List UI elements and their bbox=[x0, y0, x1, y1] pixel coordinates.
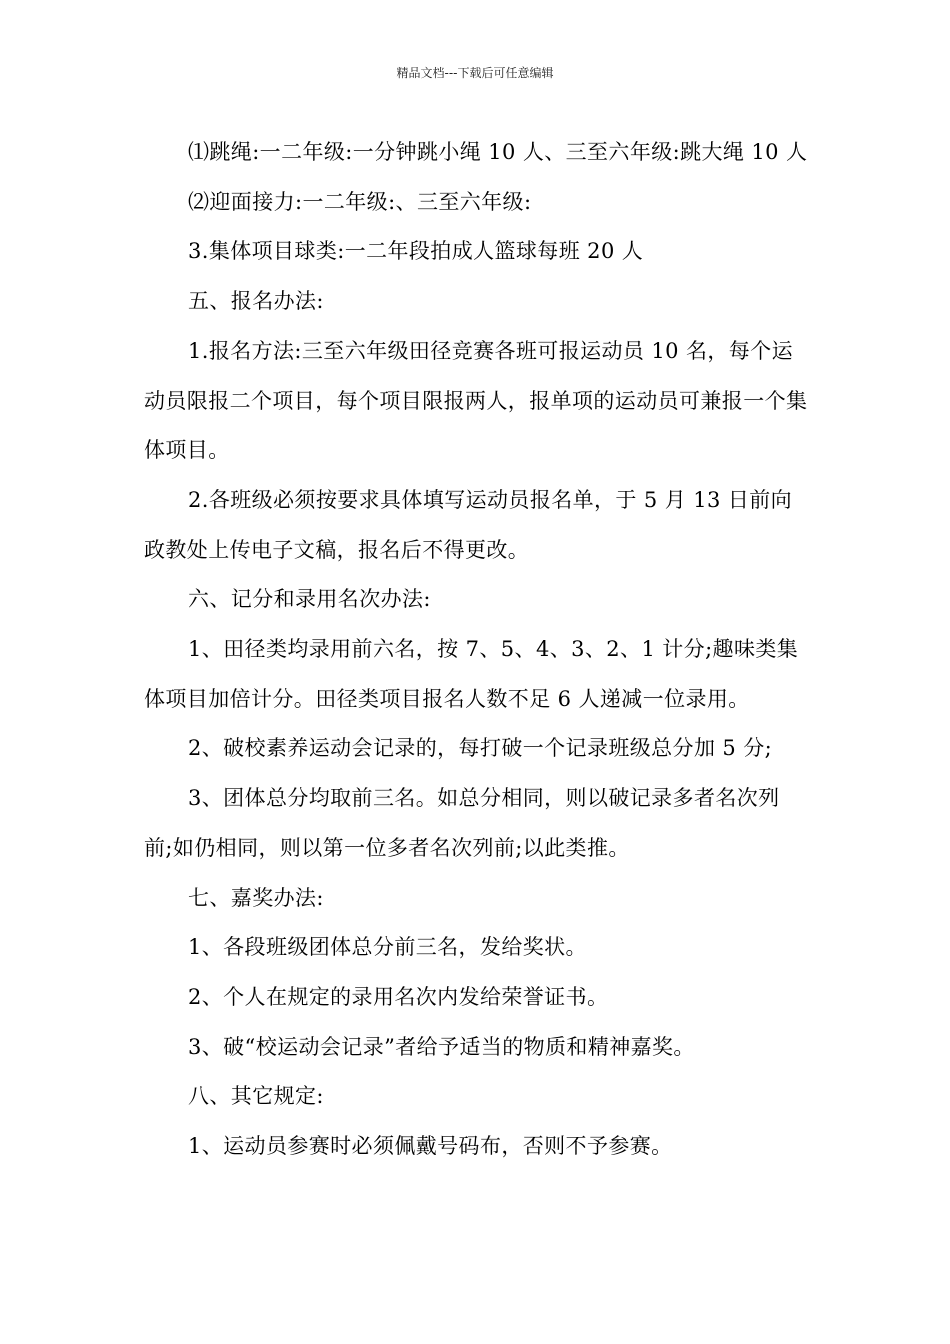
paragraph-jump-rope: ⑴跳绳:一二年级:一分钟跳小绳 10 人、三至六年级:跳大绳 10 人 bbox=[188, 140, 808, 164]
section-heading-other-rules: 八、其它规定: bbox=[188, 1084, 324, 1109]
paragraph-ball-games: 3.集体项目球类:一二年段拍成人篮球每班 20 人 bbox=[188, 239, 644, 264]
section-heading-registration: 五、报名办法: bbox=[188, 289, 324, 314]
paragraph-scoring-rule-1: 1、田径类均录用前六名，按 7、5、4、3、2、1 计分;趣味类集体项目加倍计分。田径类项目报名人数不足 6 人递减一位录用。 bbox=[144, 637, 799, 711]
paragraph-relay: ⑵迎面接力:一二年级:、三至六年级: bbox=[188, 189, 532, 214]
paragraph-scoring-rule-2: 2、破校素养运动会记录的，每打破一个记录班级总分加 5 分; bbox=[188, 736, 773, 761]
document-body bbox=[144, 128, 808, 1172]
paragraph-other-rule-1: 1、运动员参赛时必须佩戴号码布，否则不予参赛。 bbox=[188, 1134, 673, 1159]
paragraph-registration-method: 1.报名方法:三至六年级田径竞赛各班可报运动员 10 名，每个运动员限报二个项目，每个项目限报两人，报单项的运动员可兼报一个集体项目。 bbox=[144, 338, 808, 463]
page-header: 精品文档---下载后可任意编辑 bbox=[396, 66, 554, 80]
paragraph-registration-deadline: 2.各班级必须按要求具体填写运动员报名单，于 5 月 13 日前向政教处上传电子文稿，报名后不得更改。 bbox=[144, 487, 793, 562]
paragraph-scoring-rule-3: 3、团体总分均取前三名。如总分相同，则以破记录多者名次列前;如仍相同，则以第一位多者名次列前;以此类推。 bbox=[144, 786, 780, 860]
paragraph-award-2: 2、个人在规定的录用名次内发给荣誉证书。 bbox=[188, 984, 609, 1009]
paragraph-award-3: 3、破“校运动会记录”者给予适当的物质和精神嘉奖。 bbox=[188, 1034, 695, 1059]
paragraph-award-1: 1、各段班级团体总分前三名，发给奖状。 bbox=[188, 935, 587, 960]
section-heading-awards: 七、嘉奖办法: bbox=[188, 885, 324, 910]
section-heading-scoring: 六、记分和录用名次办法: bbox=[188, 587, 431, 612]
